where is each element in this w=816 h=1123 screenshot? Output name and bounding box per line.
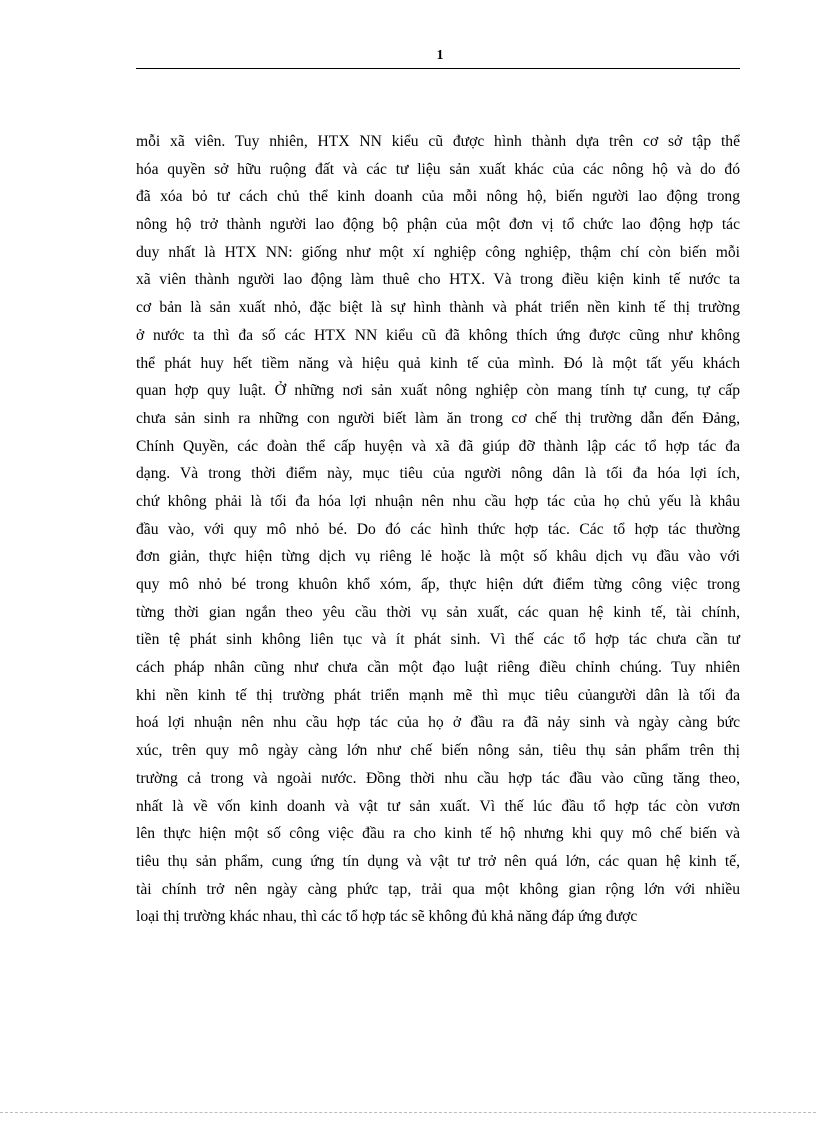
text-line: từng thời gian ngắn theo yêu cầu thời vụ sản xuất, các quan hệ kinh tế, tài chính,	[136, 603, 740, 621]
text-line: đơn giản, thực hiện từng dịch vụ riêng lẻ hoặc là một số khâu dịch vụ đầu vào với	[136, 548, 740, 566]
text-line: tiền tệ phát sinh không liên tục và ít phát sinh. Vì thế các tổ hợp tác chưa cần tư	[136, 631, 740, 649]
text-line: xúc, trên quy mô ngày càng lớn như chế biến nông sản, tiêu thụ sản phẩm trên thị	[136, 742, 740, 760]
text-line: loại thị trường khác nhau, thì các tổ hợp tác sẽ không đủ khả năng đáp ứng được	[136, 908, 638, 926]
text-line: thể phát huy hết tiềm năng và hiệu quả kinh tế của mình. Đó là một tất yếu khách	[136, 354, 740, 372]
text-line: lên thực hiện một số công việc đầu ra cho kinh tế hộ nhưng khi quy mô chế biến và	[136, 825, 740, 843]
text-line: khi nền kinh tế thị trường phát triển mạnh mẽ thì mục tiêu củangười dân là tối đa	[136, 686, 740, 704]
text-line: nông hộ trở thành người lao động bộ phận của một đơn vị tổ chức lao động hợp tác	[136, 216, 740, 234]
text-line: cách pháp nhân cũng như chưa cần một đạo luật riêng điều chỉnh chúng. Tuy nhiên	[136, 659, 740, 677]
text-line: dạng. Và trong thời điểm này, mục tiêu của người nông dân là tối đa hóa lợi ích,	[136, 465, 740, 483]
text-line: trường cả trong và ngoài nước. Đồng thời nhu cầu hợp tác đầu vào cũng tăng theo,	[136, 769, 740, 787]
page-bottom-divider	[0, 1112, 816, 1113]
page-number: 1	[436, 48, 444, 63]
text-line: hóa quyền sở hữu ruộng đất và các tư liệu sản xuất khác của các nông hộ và do đó	[136, 160, 740, 178]
text-line: đầu vào, với quy mô nhỏ bé. Do đó các hình thức hợp tác. Các tổ hợp tác thường	[136, 520, 740, 538]
text-line: đã xóa bỏ tư cách chủ thể kinh doanh của mỗi nông hộ, biến người lao động trong	[136, 188, 740, 206]
text-line: chưa sản sinh ra những con người biết làm ăn trong cơ chế thị trường dẫn đến Đảng,	[136, 409, 740, 427]
text-line: nhất là về vốn kinh doanh và vật tư sản xuất. Vì thế lúc đầu tổ hợp tác còn vươn	[136, 797, 740, 815]
text-line: cơ bản là sản xuất nhỏ, đặc biệt là sự hình thành và phát triển nền kinh tế thị trường	[136, 299, 740, 317]
header-divider	[136, 68, 740, 69]
text-line: quan hợp quy luật. Ở những nơi sản xuất nông nghiệp còn mang tính tự cung, tự cấp	[136, 382, 740, 400]
text-line: quy mô nhỏ bé trong khuôn khổ xóm, ấp, thực hiện dứt điểm từng công việc trong	[136, 576, 740, 593]
text-line: tài chính trở nên ngày càng phức tạp, trải qua một không gian rộng lớn với nhiều	[136, 880, 740, 898]
text-line: hoá lợi nhuận nên nhu cầu hợp tác của họ ở đầu ra đã nảy sinh và ngày càng bức	[136, 714, 740, 732]
text-line: Chính Quyền, các đoàn thể cấp huyện và xã đã giúp đỡ thành lập các tổ hợp tác đa	[136, 437, 740, 455]
text-line: tiêu thụ sản phẩm, cung ứng tín dụng và vật tư trở nên quá lớn, các quan hệ kinh tế,	[136, 852, 740, 870]
text-line: mỗi xã viên. Tuy nhiên, HTX NN kiểu cũ được hình thành dựa trên cơ sở tập thể	[136, 133, 740, 150]
body-text	[136, 128, 740, 931]
text-line: chứ không phải là tối đa hóa lợi nhuận nên nhu cầu hợp tác của họ chủ yếu là khâu	[136, 492, 740, 510]
text-line: duy nhất là HTX NN: giống như một xí nghiệp công nghiệp, thậm chí còn biến mỗi	[136, 243, 740, 261]
text-line: ở nước ta thì đa số các HTX NN kiểu cũ đã không thích ứng được cũng như không	[136, 326, 740, 344]
text-line: xã viên thành người lao động làm thuê cho HTX. Và trong điều kiện kinh tế nước ta	[136, 271, 740, 289]
